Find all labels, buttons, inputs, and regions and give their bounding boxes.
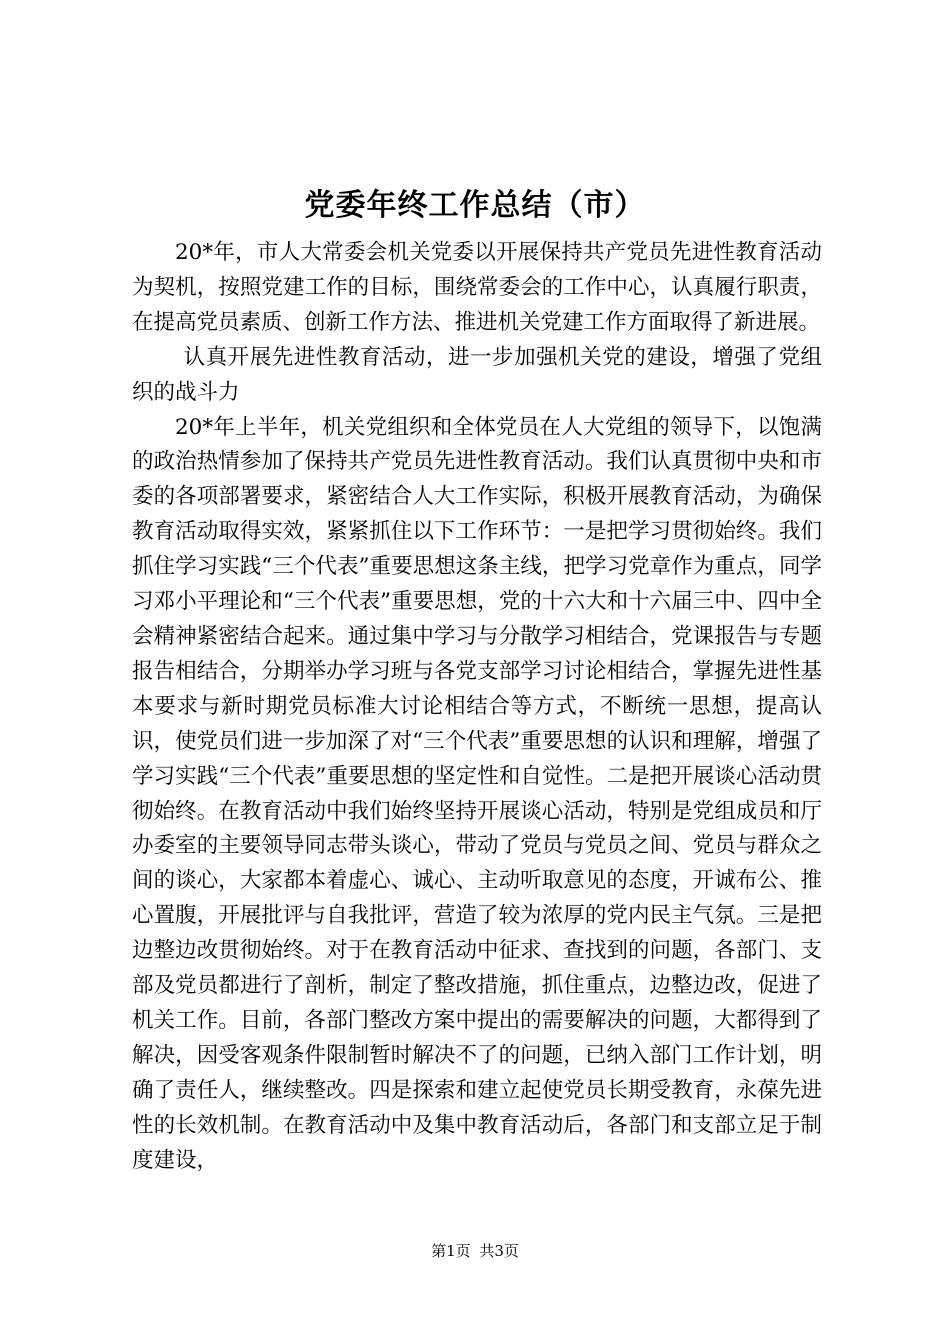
page-footer bbox=[0, 1241, 950, 1261]
document-body bbox=[132, 236, 822, 1178]
document-title: 党委年终工作总结（市） bbox=[304, 188, 646, 223]
paragraph-intro: 20*年，市人大常委会机关党委以开展保持共产党员先进性教育活动为契机，按照党建工作的目标，围绕常委会的工作中心，认真履行职责，在提高党员素质、创新工作方法、推进机关党建工作方面取得了新进展。 bbox=[132, 240, 822, 335]
section-heading: 认真开展先进性教育活动，进一步加强机关党的建设，增强了党组织的战斗力 bbox=[132, 344, 822, 405]
page-total: 共3页 bbox=[479, 1242, 519, 1260]
paragraph-main: 20*年上半年，机关党组织和全体党员在人大党组的领导下，以饱满的政治热情参加了保持共产党员先进性教育活动。我们认真贯彻中央和市委的各项部署要求，紧密结合人大工作实际，积极开展教育活动，为确保教育活动取得实效，紧紧抓住以下工作环节：一是把学习贯彻始终。我们抓住学习实践“三个代表”重要思想这条主线，把学习党章作为重点，同学习邓小平理论和“三个代表”重要思想，党的十六大和十六届三中、四中全会精神紧密结合起来。通过集中学习与分散学习相结合，党课报告与专题报告相结合，分期举办学习班与各党支部学习讨论相结合，掌握先进性基本要求与新时期党员标准大讨论相结合等方式，不断统一思想，提高认识，使党员们进一步加深了对“三个代表”重要思想的认识和理解，增强了学习实践“三个代表”重要思想的坚定性和自觉性。二是把开展谈心活动贯彻始终。在教育活动中我们始终坚持开展谈心活动，特别是党组成员和厅办委室的主要领导同志带头谈心，带动了党员与党员之间、党员与群众之间的谈心，大家都本着虚心、诚心、主动听取意见的态度，开诚布公、推心置腹，开展批评与自我批评，营造了较为浓厚的党内民主气氛。三是把边整边改贯彻始终。对于在教育活动中征求、查找到的问题，各部门、支部及党员都进行了剖析，制定了整改措施，抓住重点，边整边改，促进了机关工作。目前，各部门整改方案中提出的需要解决的问题，大都得到了解决，因受客观条件限制暂时解决不了的问题，已纳入部门工作计划，明确了责任人，继续整改。四是探索和建立起使党员长期受教育，永葆先进性的长效机制。在教育活动中及集中教育活动后，各部门和支部立足于制度建设， bbox=[132, 414, 822, 1173]
page-number: 第1页 bbox=[431, 1242, 471, 1260]
